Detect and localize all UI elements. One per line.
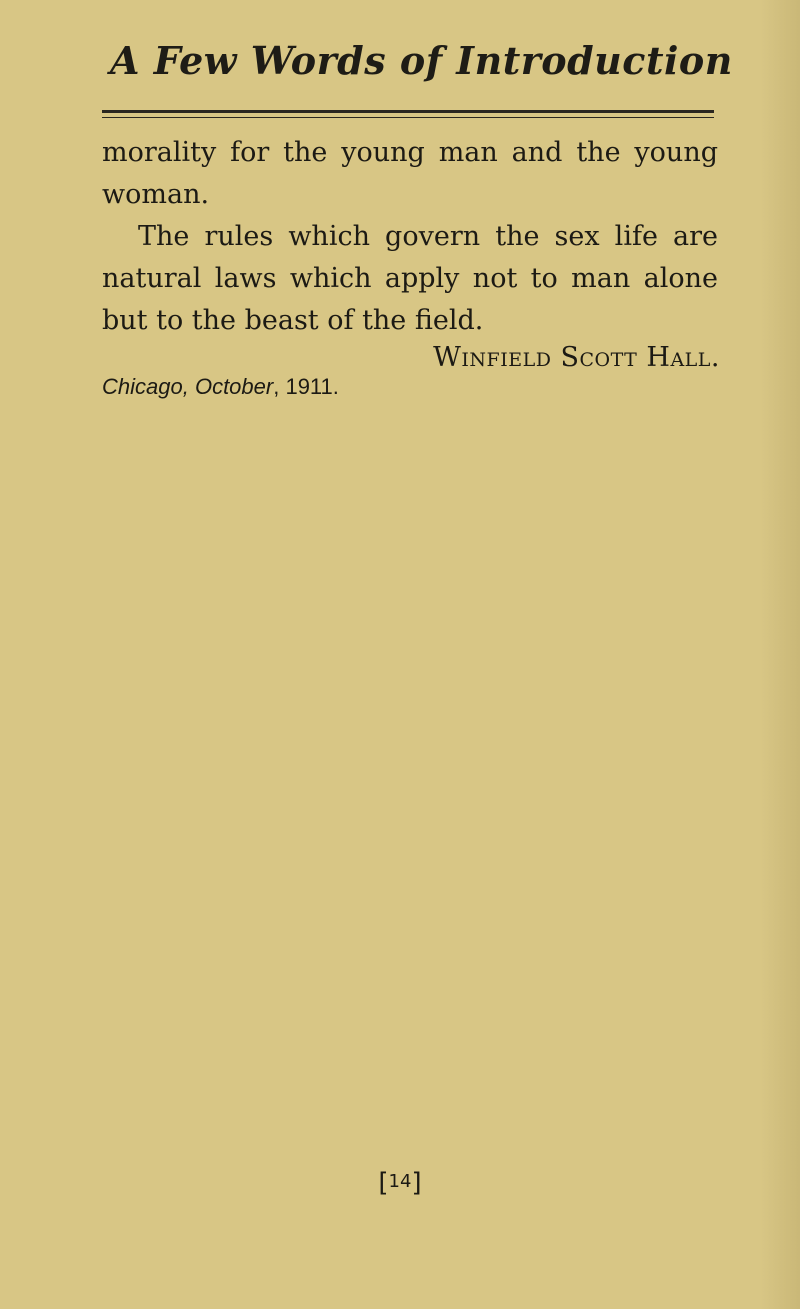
header-rule-thin bbox=[102, 117, 714, 118]
header-rule-thick bbox=[102, 110, 714, 113]
page-number-open-bracket: [ bbox=[378, 1168, 389, 1198]
dateline-comma-1: , bbox=[182, 374, 195, 399]
dateline-year: 1911. bbox=[285, 374, 339, 399]
dateline-comma-2: , bbox=[273, 374, 286, 399]
paragraph-continuation: morality for the young man and the young woman. bbox=[102, 137, 718, 210]
page-number-value: 14 bbox=[388, 1171, 412, 1192]
paragraph-rules: The rules which govern the sex life are natural laws which apply not to man alone but to the beast of the field. bbox=[102, 221, 718, 336]
running-head: A Few Words of Introduction bbox=[110, 38, 733, 83]
body-text bbox=[102, 132, 718, 342]
page-edge-shading bbox=[760, 0, 800, 1309]
dateline-city: Chicago bbox=[102, 374, 183, 399]
page-number-close-bracket: ] bbox=[411, 1168, 422, 1198]
page-number bbox=[360, 1168, 440, 1198]
author-signature: Winfield Scott Hall. bbox=[433, 342, 720, 373]
dateline-month: October bbox=[194, 374, 274, 399]
dateline bbox=[102, 374, 339, 400]
